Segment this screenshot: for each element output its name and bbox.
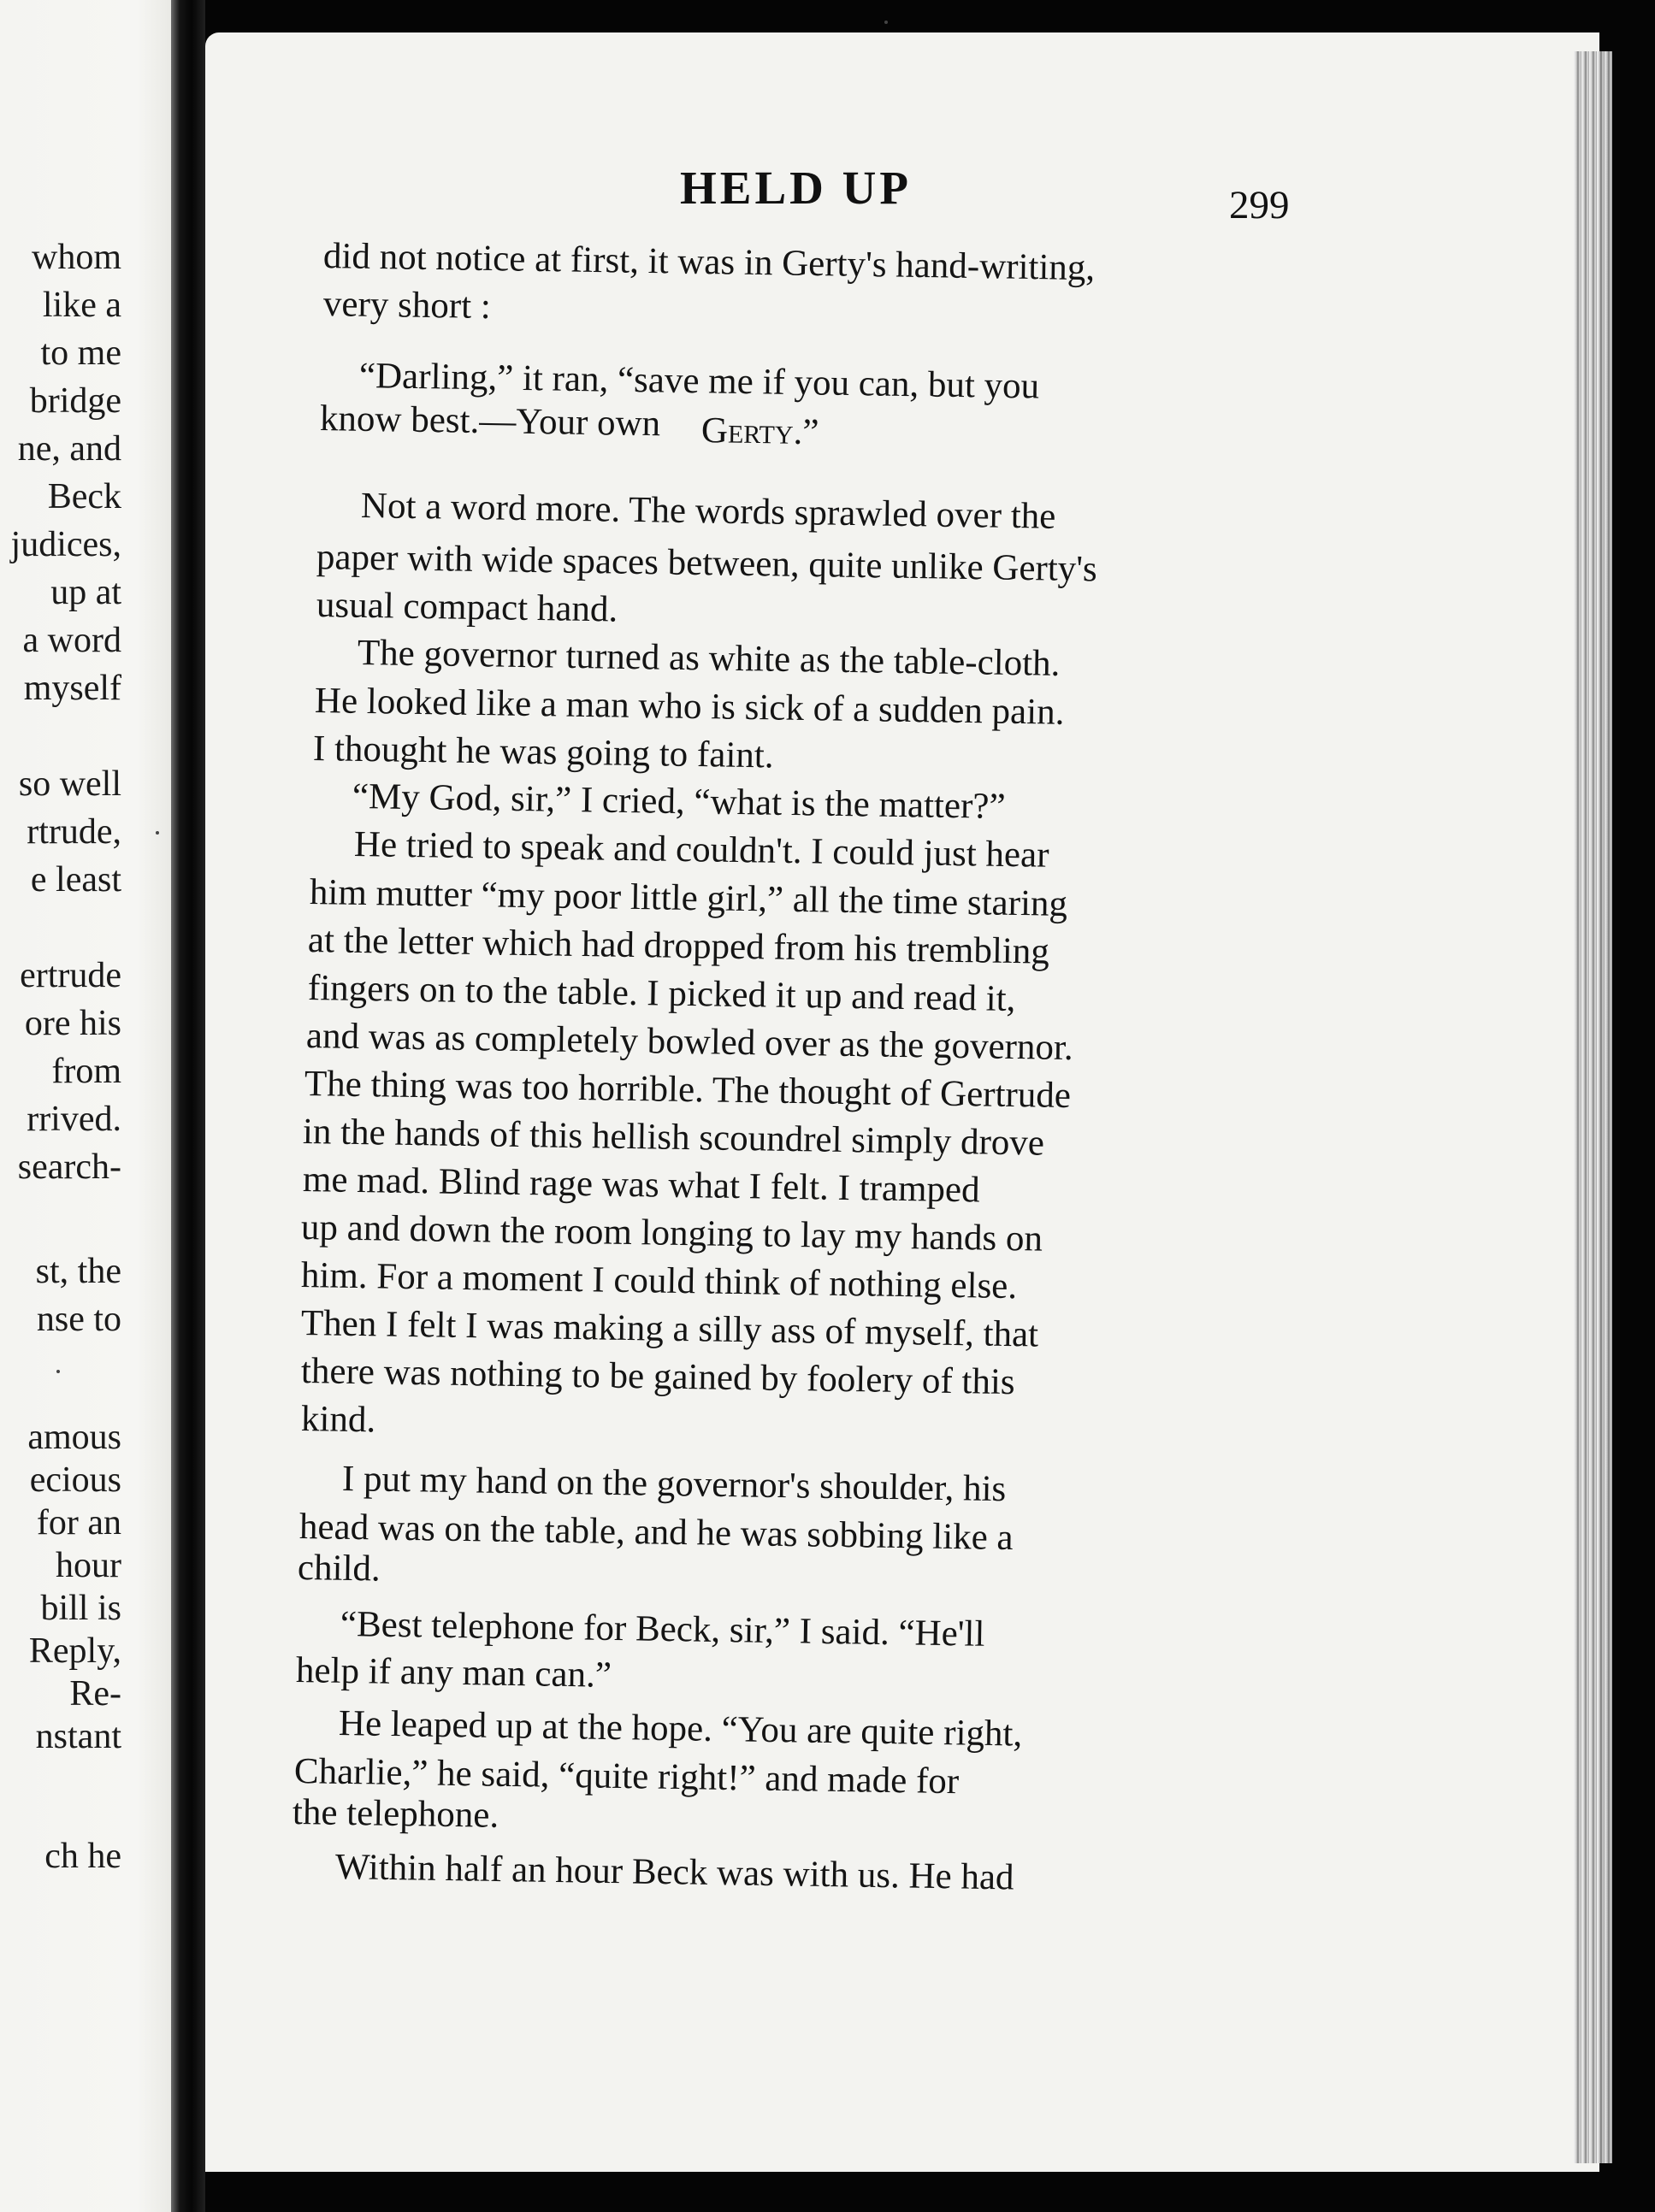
left-line: Beck xyxy=(47,477,121,516)
scan-speck xyxy=(56,1370,60,1373)
text-line: child. xyxy=(297,1548,381,1590)
left-line: ecious xyxy=(29,1460,121,1500)
scan-speck xyxy=(156,831,159,835)
text-line: The thing was too horrible. The thought of Gertrude xyxy=(304,1064,1072,1117)
left-line: Re- xyxy=(69,1674,121,1714)
left-line: ch he xyxy=(44,1837,121,1876)
text-line: paper with wide spaces between, quite unlike Gerty's xyxy=(316,537,1098,590)
left-line: Reply, xyxy=(28,1631,121,1671)
text-line: fingers on to the table. I picked it up and read it, xyxy=(307,968,1016,1019)
left-line: search- xyxy=(17,1147,121,1187)
signature-gerty: Gerty.” xyxy=(700,410,819,453)
text-line: Within half an hour Beck was with us. He had xyxy=(334,1847,1014,1898)
left-line: ne, and xyxy=(17,429,121,469)
text-line: very short : xyxy=(322,284,492,327)
text-line: in the hands of this hellish scoundrel simply drove xyxy=(302,1112,1045,1164)
left-line: myself xyxy=(23,669,121,708)
text-line: up and down the room longing to lay my hands on xyxy=(300,1207,1043,1259)
text-line: Charlie,” he said, “quite right!” and made for xyxy=(293,1751,960,1802)
left-line: to me xyxy=(40,333,121,373)
left-line: judices, xyxy=(10,525,121,564)
text-line: “Best telephone for Beck, sir,” I said. “He'll xyxy=(340,1604,985,1655)
text-line: kind. xyxy=(300,1399,376,1441)
left-line: rtrude, xyxy=(27,812,121,852)
text-line: He looked like a man who is sick of a sudden pain. xyxy=(314,681,1065,733)
page-number: 299 xyxy=(1229,183,1290,227)
text-line: there was nothing to be gained by foolery of this xyxy=(300,1351,1016,1403)
scan-speck xyxy=(884,21,888,24)
text-line: “My God, sir,” I cried, “what is the matter?” xyxy=(352,776,1006,827)
left-line: amous xyxy=(27,1418,121,1457)
text-line: at the letter which had dropped from his trembling xyxy=(307,920,1050,972)
text-line: “Darling,” it ran, “save me if you can, but you xyxy=(358,356,1040,407)
book-gutter xyxy=(171,0,205,2212)
text-line: I put my hand on the governor's shoulder, his xyxy=(341,1459,1007,1510)
text-line: head was on the table, and he was sobbing like a xyxy=(298,1507,1014,1559)
left-line: like a xyxy=(42,286,121,325)
text-line: The governor turned as white as the table-cloth. xyxy=(357,633,1061,684)
text-line: me mad. Blind rage was what I felt. I tramped xyxy=(302,1159,980,1211)
text-line: He tried to speak and couldn't. I could just hear xyxy=(353,824,1049,876)
left-line: hour xyxy=(56,1546,121,1585)
left-page-fragment xyxy=(0,0,171,2212)
text-line: He leaped up at the hope. “You are quite right, xyxy=(338,1703,1023,1755)
left-line: from xyxy=(51,1052,121,1091)
text-line: know best.—Your own xyxy=(319,398,661,445)
left-line: ore his xyxy=(24,1004,121,1043)
text-line: him mutter “my poor little girl,” all the time staring xyxy=(309,872,1068,924)
left-line: ertrude xyxy=(20,956,121,995)
text-line: the telephone. xyxy=(292,1792,499,1836)
left-line: so well xyxy=(18,764,121,804)
text-line: Not a word more. The words sprawled over the xyxy=(360,486,1056,537)
left-line: a word xyxy=(22,621,121,660)
left-line: for an xyxy=(36,1503,121,1543)
text-line: help if any man can.” xyxy=(295,1650,612,1696)
left-line: bill is xyxy=(40,1589,121,1628)
left-line: e least xyxy=(30,860,121,900)
text-line: did not notice at first, it was in Gerty's hand-writing, xyxy=(322,236,1096,289)
left-line: rrived. xyxy=(27,1100,121,1139)
running-head: HELD UP xyxy=(680,162,912,214)
text-line: and was as completely bowled over as the governor. xyxy=(305,1016,1074,1069)
left-line: whom xyxy=(32,238,121,277)
text-line: him. For a moment I could think of nothing else. xyxy=(300,1255,1018,1307)
left-line: nse to xyxy=(36,1300,121,1339)
text-line: I thought he was going to faint. xyxy=(312,728,774,776)
left-line: up at xyxy=(50,573,121,612)
text-line: Then I felt I was making a silly ass of myself, that xyxy=(300,1303,1039,1355)
page-edges xyxy=(1574,51,1612,2163)
left-line: bridge xyxy=(29,381,121,421)
text-line: usual compact hand. xyxy=(316,585,618,630)
left-line: st, the xyxy=(35,1252,121,1291)
left-line: nstant xyxy=(35,1717,121,1756)
